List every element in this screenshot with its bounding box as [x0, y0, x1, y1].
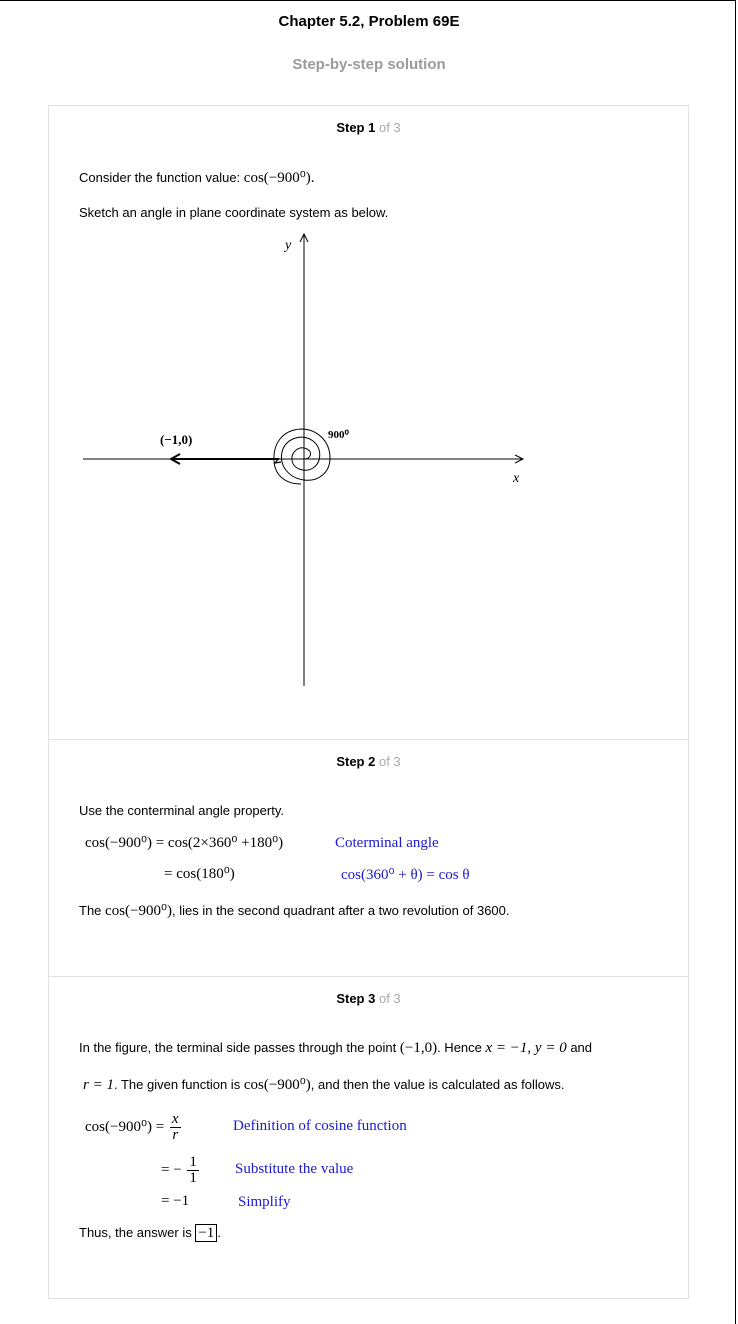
step-2-label: Step 2	[336, 754, 376, 769]
step-2-note1: Coterminal angle	[335, 835, 439, 851]
step-3-header	[49, 991, 688, 1006]
rotation-spiral	[274, 429, 330, 484]
step-2-header	[49, 754, 688, 769]
y-axis-label: y	[285, 238, 292, 253]
step-1-line2: Sketch an angle in plane coordinate system as below.	[79, 205, 389, 220]
step-2-eq1: cos(−900⁰) = cos(2×360⁰ +180⁰)	[85, 835, 284, 851]
step-2-card	[48, 739, 689, 977]
step-2-text: The cos(−900⁰), lies in the second quadrant after a two revolution of 3600.	[79, 903, 510, 919]
step-1-of: of 3	[378, 120, 401, 135]
step-3-eq3: = −1	[161, 1193, 190, 1209]
step-2-eq2: = cos(180⁰)	[164, 866, 235, 882]
step-3-note1: Definition of cosine function	[233, 1118, 407, 1134]
answer-box: −1	[195, 1224, 217, 1242]
step-1-card	[48, 105, 689, 740]
step-1-line1: Consider the function value: cos(−900⁰).	[79, 170, 315, 186]
step-1-math: cos(−900⁰).	[243, 170, 315, 186]
fraction-x-over-r: $\frac{x}{r}$	[171, 1111, 179, 1143]
step-1-header	[49, 120, 688, 135]
page-subtitle: Step-by-step solution	[292, 56, 446, 73]
step-1-label: Step 1	[336, 120, 376, 135]
page-title: Chapter 5.2, Problem 69E	[278, 13, 460, 30]
coordinate-figure	[79, 226, 539, 691]
step-3-para2: r = 1. The given function is cos(−900⁰), and then the value is calculated as follows.	[83, 1077, 565, 1093]
step-3-para1: In the figure, the terminal side passes through the point (−1,0). Hence x = −1, y = 0 and	[79, 1040, 593, 1056]
step-3-answer-line: Thus, the answer is −1 .	[79, 1225, 221, 1241]
step-3-eq2: = − $\frac{1}{1}$	[161, 1154, 197, 1186]
x-axis-label: x	[513, 471, 520, 486]
point-label: (−1,0)	[160, 432, 193, 447]
step-3-card	[48, 976, 689, 1299]
step-2-intro: Use the conterminal angle property.	[79, 803, 284, 818]
step-3-of: of 3	[378, 991, 401, 1006]
step-3-label: Step 3	[336, 991, 376, 1006]
step-3-note3: Simplify	[238, 1194, 291, 1210]
angle-label: 900⁰	[328, 429, 349, 441]
fraction-one-over-one: $\frac{1}{1}$	[189, 1154, 197, 1186]
step-3-note2: Substitute the value	[235, 1161, 354, 1177]
step-3-eq1: cos(−900⁰) = $\frac{x}{r}$	[85, 1111, 179, 1143]
step-2-note2: cos(360⁰ + θ) = cos θ	[341, 867, 470, 883]
step-2-of: of 3	[378, 754, 401, 769]
